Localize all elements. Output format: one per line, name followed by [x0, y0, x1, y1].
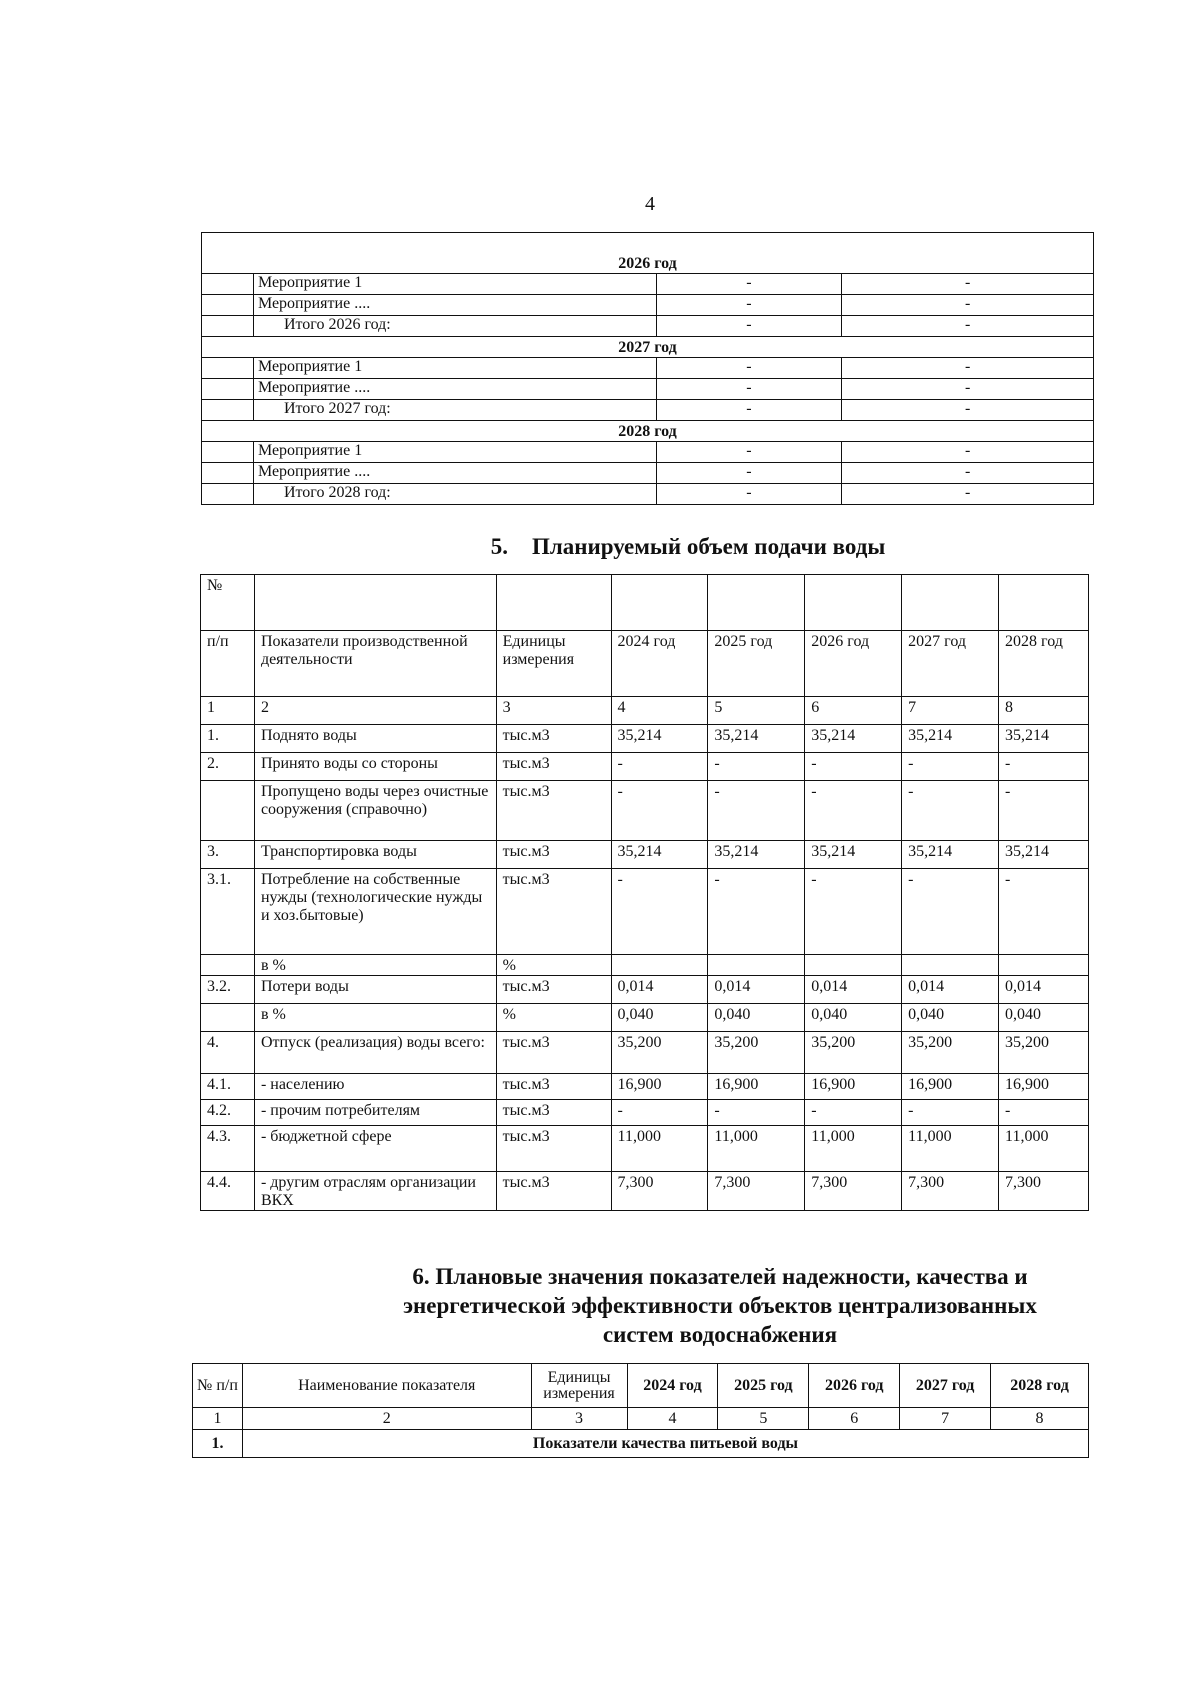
event-value: -	[656, 358, 842, 379]
col-year: 2025 год	[708, 631, 805, 697]
year-value: -	[999, 869, 1089, 955]
indicator-name: - населению	[254, 1074, 496, 1100]
event-value: -	[656, 484, 842, 505]
year-value: -	[611, 781, 708, 841]
table-row	[202, 442, 1094, 463]
year-value: 11,000	[805, 1126, 902, 1172]
indicator-name: - другим отраслям организации ВКХ	[254, 1172, 496, 1211]
table-row	[201, 1126, 1089, 1172]
indicator-name: Отпуск (реализация) воды всего:	[254, 1032, 496, 1074]
year-value: 7,300	[805, 1172, 902, 1211]
col-number: 8	[991, 1408, 1089, 1430]
indicator-name: в %	[254, 955, 496, 976]
group-label: Показатели качества питьевой воды	[242, 1430, 1088, 1458]
event-value: -	[656, 463, 842, 484]
year-value: 35,200	[805, 1032, 902, 1074]
table-row	[202, 295, 1094, 316]
year-row	[202, 233, 1094, 274]
event-name: Мероприятие ....	[253, 295, 656, 316]
year-value: 35,214	[902, 725, 999, 753]
table-row	[201, 841, 1089, 869]
year-row	[202, 421, 1094, 442]
row-number: 3.	[201, 841, 255, 869]
section-number: 5.	[490, 534, 508, 559]
indicator-name: - прочим потребителям	[254, 1100, 496, 1126]
col-year: 2027 год	[902, 631, 999, 697]
indicators-table	[192, 1363, 1089, 1458]
table-header-top	[201, 575, 1089, 631]
year-label: 2028 год	[202, 421, 1094, 442]
unit: тыс.м3	[496, 781, 611, 841]
event-name: Мероприятие ....	[253, 379, 656, 400]
event-value: -	[656, 295, 842, 316]
col-year: 2024 год	[627, 1364, 718, 1408]
col-number: 2	[254, 697, 496, 725]
table-row	[202, 358, 1094, 379]
col-number: 1	[201, 697, 255, 725]
table-row	[201, 725, 1089, 753]
year-value: 11,000	[902, 1126, 999, 1172]
row-number: 1.	[193, 1430, 243, 1458]
table-row	[201, 781, 1089, 841]
row-number	[201, 781, 255, 841]
year-label: 2026 год	[202, 233, 1094, 274]
year-value: 7,300	[999, 1172, 1089, 1211]
year-value: 11,000	[611, 1126, 708, 1172]
year-value: 35,200	[999, 1032, 1089, 1074]
event-value: -	[842, 274, 1094, 295]
table-row	[202, 274, 1094, 295]
col-no-bottom: п/п	[201, 631, 255, 697]
year-value: -	[611, 1100, 708, 1126]
event-value: -	[656, 274, 842, 295]
row-number: 4.1.	[201, 1074, 255, 1100]
year-value: 0,014	[999, 976, 1089, 1004]
unit: тыс.м3	[496, 753, 611, 781]
event-value: -	[656, 442, 842, 463]
year-value: -	[805, 1100, 902, 1126]
unit: %	[496, 1004, 611, 1032]
year-value: 11,000	[999, 1126, 1089, 1172]
table-row	[201, 869, 1089, 955]
year-value: 35,200	[611, 1032, 708, 1074]
year-value	[611, 955, 708, 976]
unit: тыс.м3	[496, 1032, 611, 1074]
page-number: 4	[645, 193, 655, 215]
event-value: -	[842, 358, 1094, 379]
unit: %	[496, 955, 611, 976]
table-header	[193, 1364, 1089, 1408]
year-value: 0,040	[999, 1004, 1089, 1032]
col-unit: Единицы измерения	[496, 631, 611, 697]
col-number: 2	[242, 1408, 531, 1430]
table-row	[202, 484, 1094, 505]
section-6-heading-line2: энергетической эффективности объектов централизованных	[403, 1293, 1037, 1318]
year-value: 35,214	[611, 841, 708, 869]
year-value	[708, 955, 805, 976]
col-year: 2026 год	[809, 1364, 900, 1408]
row-number: 2.	[201, 753, 255, 781]
event-name: Мероприятие 1	[253, 274, 656, 295]
event-name: Итого 2028 год:	[253, 484, 656, 505]
col-number: 3	[496, 697, 611, 725]
year-value: -	[708, 781, 805, 841]
unit: тыс.м3	[496, 1074, 611, 1100]
year-label: 2027 год	[202, 337, 1094, 358]
year-row	[202, 337, 1094, 358]
col-number: 4	[611, 697, 708, 725]
column-numbers-row	[201, 697, 1089, 725]
unit: тыс.м3	[496, 1100, 611, 1126]
year-value: 16,900	[902, 1074, 999, 1100]
col-number: 8	[999, 697, 1089, 725]
row-number: 1.	[201, 725, 255, 753]
year-value: 11,000	[708, 1126, 805, 1172]
col-year: 2027 год	[900, 1364, 991, 1408]
year-value: 35,214	[999, 841, 1089, 869]
year-value: 0,014	[611, 976, 708, 1004]
year-value: 35,214	[902, 841, 999, 869]
year-value: -	[902, 781, 999, 841]
event-name: Итого 2026 год:	[253, 316, 656, 337]
year-value: -	[805, 781, 902, 841]
event-value: -	[842, 316, 1094, 337]
event-name: Итого 2027 год:	[253, 400, 656, 421]
year-value: 7,300	[902, 1172, 999, 1211]
year-value: 35,200	[902, 1032, 999, 1074]
year-value: 16,900	[805, 1074, 902, 1100]
unit: тыс.м3	[496, 976, 611, 1004]
indicator-name: Поднято воды	[254, 725, 496, 753]
table-row	[202, 463, 1094, 484]
col-number: 1	[193, 1408, 243, 1430]
year-value: -	[611, 869, 708, 955]
event-value: -	[842, 484, 1094, 505]
table-row	[202, 400, 1094, 421]
row-number: 4.	[201, 1032, 255, 1074]
year-value: -	[611, 753, 708, 781]
col-year: 2025 год	[718, 1364, 809, 1408]
table-row	[201, 976, 1089, 1004]
year-value: 0,014	[805, 976, 902, 1004]
indicator-name: Потребление на собственные нужды (технологические нужды и хоз.бытовые)	[254, 869, 496, 955]
section-5-heading	[0, 534, 1200, 560]
col-year: 2026 год	[805, 631, 902, 697]
col-name: Наименование показателя	[242, 1364, 531, 1408]
year-value: -	[999, 753, 1089, 781]
year-value: 0,040	[902, 1004, 999, 1032]
year-value: -	[708, 753, 805, 781]
year-value: 35,200	[708, 1032, 805, 1074]
col-number: 6	[805, 697, 902, 725]
col-number: 7	[900, 1408, 991, 1430]
year-value: -	[902, 869, 999, 955]
water-supply-table	[200, 574, 1089, 1211]
event-value: -	[656, 379, 842, 400]
year-value: -	[708, 1100, 805, 1126]
year-value: 0,014	[902, 976, 999, 1004]
col-number: 6	[809, 1408, 900, 1430]
year-value: 35,214	[611, 725, 708, 753]
year-value: 0,040	[708, 1004, 805, 1032]
year-value: 16,900	[611, 1074, 708, 1100]
row-number	[201, 955, 255, 976]
unit: тыс.м3	[496, 1172, 611, 1211]
year-value: 0,040	[805, 1004, 902, 1032]
event-name: Мероприятие ....	[253, 463, 656, 484]
section-6-heading-line3: систем водоснабжения	[602, 1322, 838, 1347]
row-number: 3.1.	[201, 869, 255, 955]
table-row	[202, 316, 1094, 337]
indicator-name: Потери воды	[254, 976, 496, 1004]
col-no-top: №	[201, 575, 255, 631]
year-value: -	[805, 869, 902, 955]
year-value: 35,214	[708, 841, 805, 869]
indicator-name: Пропущено воды через очистные сооружения (справочно)	[254, 781, 496, 841]
col-number: 3	[531, 1408, 627, 1430]
year-value: -	[999, 1100, 1089, 1126]
row-number: 4.2.	[201, 1100, 255, 1126]
year-value	[902, 955, 999, 976]
col-year: 2024 год	[611, 631, 708, 697]
col-indicator: Показатели производственной деятельности	[254, 631, 496, 697]
table-row	[193, 1430, 1089, 1458]
year-value: -	[902, 753, 999, 781]
row-number: 3.2.	[201, 976, 255, 1004]
year-value: -	[708, 869, 805, 955]
col-year: 2028 год	[999, 631, 1089, 697]
year-value: 7,300	[708, 1172, 805, 1211]
year-value: 35,214	[805, 725, 902, 753]
year-value: -	[805, 753, 902, 781]
event-value: -	[842, 400, 1094, 421]
table-row	[201, 955, 1089, 976]
col-no: № п/п	[193, 1364, 243, 1408]
unit: тыс.м3	[496, 869, 611, 955]
year-value: 35,214	[999, 725, 1089, 753]
unit: тыс.м3	[496, 841, 611, 869]
event-value: -	[842, 442, 1094, 463]
col-number: 5	[718, 1408, 809, 1430]
table-row	[201, 1074, 1089, 1100]
year-value: 0,040	[611, 1004, 708, 1032]
event-name: Мероприятие 1	[253, 358, 656, 379]
indicator-name: Принято воды со стороны	[254, 753, 496, 781]
event-value: -	[656, 316, 842, 337]
year-value: -	[902, 1100, 999, 1126]
row-number: 4.3.	[201, 1126, 255, 1172]
year-value: 16,900	[708, 1074, 805, 1100]
column-numbers-row	[193, 1408, 1089, 1430]
col-year: 2028 год	[991, 1364, 1089, 1408]
year-value	[805, 955, 902, 976]
event-name: Мероприятие 1	[253, 442, 656, 463]
table-row	[202, 379, 1094, 400]
indicator-name: - бюджетной сфере	[254, 1126, 496, 1172]
year-value: -	[999, 781, 1089, 841]
section-6-heading-line1: 6. Плановые значения показателей надежности, качества и	[412, 1264, 1028, 1289]
events-table	[201, 232, 1094, 505]
event-value: -	[656, 400, 842, 421]
event-value: -	[842, 379, 1094, 400]
row-number: 4.4.	[201, 1172, 255, 1211]
unit: тыс.м3	[496, 1126, 611, 1172]
col-number: 4	[627, 1408, 718, 1430]
table-row	[201, 1100, 1089, 1126]
year-value: 0,014	[708, 976, 805, 1004]
event-value: -	[842, 295, 1094, 316]
row-number	[201, 1004, 255, 1032]
col-unit: Единицы измерения	[531, 1364, 627, 1408]
table-row	[201, 1172, 1089, 1211]
col-number: 5	[708, 697, 805, 725]
indicator-name: в %	[254, 1004, 496, 1032]
unit: тыс.м3	[496, 725, 611, 753]
table-row	[201, 753, 1089, 781]
col-number: 7	[902, 697, 999, 725]
year-value: 35,214	[708, 725, 805, 753]
year-value: 35,214	[805, 841, 902, 869]
year-value	[999, 955, 1089, 976]
section-title: Планируемый объем подачи воды	[531, 534, 886, 559]
indicator-name: Транспортировка воды	[254, 841, 496, 869]
event-value: -	[842, 463, 1094, 484]
table-row	[201, 1004, 1089, 1032]
year-value: 7,300	[611, 1172, 708, 1211]
table-header	[201, 631, 1089, 697]
table-row	[201, 1032, 1089, 1074]
year-value: 16,900	[999, 1074, 1089, 1100]
